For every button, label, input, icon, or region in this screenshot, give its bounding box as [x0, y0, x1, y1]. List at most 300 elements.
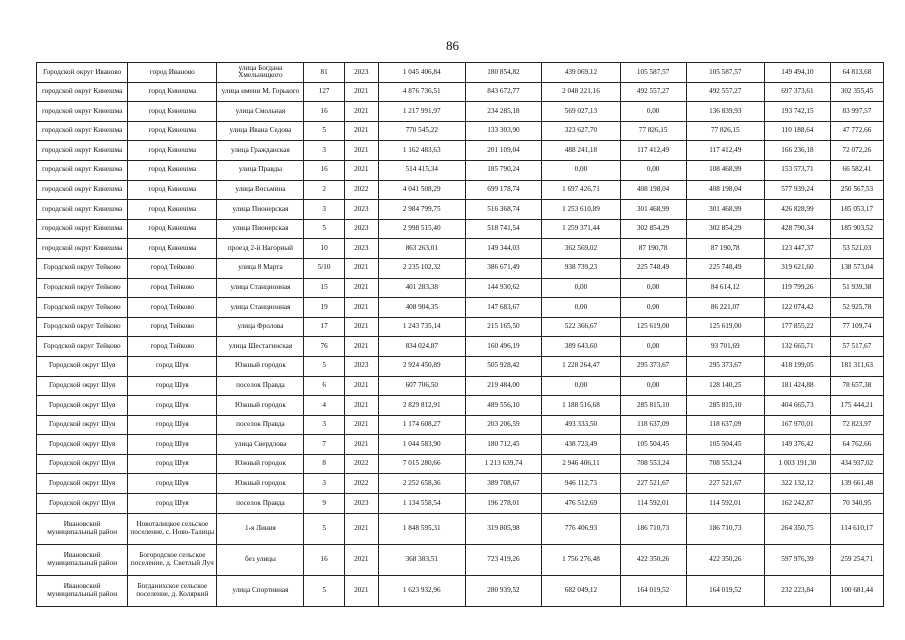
house-number-cell: 15 — [304, 278, 344, 298]
street-cell: улица Правды — [217, 160, 304, 180]
cost-col-6-cell: 1 213 639,74 — [465, 454, 541, 474]
municipality-cell: Городской округ Шуя — [37, 494, 128, 514]
table-row — [37, 121, 884, 141]
street-cell: улица Пионерская — [217, 219, 304, 239]
street-cell: проезд 2-й Нагорный — [217, 239, 304, 259]
municipality-cell: Городской округ Тейково — [37, 298, 128, 318]
house-number-cell: 5 — [304, 356, 344, 376]
cost-col-9-cell: 422 350,26 — [686, 544, 765, 575]
total-cost-cell: 834 024,87 — [378, 337, 465, 357]
table-row — [37, 454, 884, 474]
settlement-cell: город Шуя — [128, 474, 217, 494]
house-number-cell: 8 — [304, 454, 344, 474]
total-cost-cell: 1 134 558,54 — [378, 494, 465, 514]
table-row — [37, 200, 884, 220]
municipality-cell: Городской округ Тейково — [37, 278, 128, 298]
cost-col-10-cell: 177 855,22 — [765, 317, 831, 337]
cost-col-9-cell: 114 592,01 — [686, 494, 765, 514]
year-cell: 2021 — [344, 317, 378, 337]
total-cost-cell: 1 174 608,27 — [378, 415, 465, 435]
house-number-cell: 16 — [304, 160, 344, 180]
cost-col-9-cell: 118 637,09 — [686, 415, 765, 435]
cost-col-9-cell: 136 839,93 — [686, 102, 765, 122]
settlement-cell: город Тейково — [128, 258, 217, 278]
house-number-cell: 76 — [304, 337, 344, 357]
cost-col-11-cell: 302 355,45 — [830, 82, 883, 102]
table-row — [37, 258, 884, 278]
municipality-cell: Городской округ Тейково — [37, 317, 128, 337]
cost-col-11-cell: 138 573,04 — [830, 258, 883, 278]
cost-col-11-cell: 83 997,57 — [830, 102, 883, 122]
total-cost-cell: 1 217 991,97 — [378, 102, 465, 122]
cost-col-10-cell: 167 970,01 — [765, 415, 831, 435]
cost-col-6-cell: 723 419,26 — [465, 544, 541, 575]
settlement-cell: город Иваново — [128, 63, 217, 83]
street-cell: улица Гражданская — [217, 141, 304, 161]
cost-col-6-cell: 203 206,59 — [465, 415, 541, 435]
cost-col-7-cell: 0,00 — [542, 160, 621, 180]
cost-col-10-cell: 193 742,15 — [765, 102, 831, 122]
cost-col-8-cell: 0,00 — [620, 278, 686, 298]
street-cell: улица Шестагинская — [217, 337, 304, 357]
cost-col-6-cell: 280 939,52 — [465, 575, 541, 606]
cost-col-8-cell: 408 198,04 — [620, 180, 686, 200]
cost-col-10-cell: 181 424,88 — [765, 376, 831, 396]
cost-col-8-cell: 105 587,57 — [620, 63, 686, 83]
total-cost-cell: 2 998 515,40 — [378, 219, 465, 239]
municipality-cell: Ивановский муниципальный район — [37, 575, 128, 606]
cost-col-7-cell: 522 366,67 — [542, 317, 621, 337]
cost-col-7-cell: 682 049,12 — [542, 575, 621, 606]
cost-col-10-cell: 322 132,12 — [765, 474, 831, 494]
house-number-cell: 16 — [304, 102, 344, 122]
street-cell: Южный городок — [217, 396, 304, 416]
total-cost-cell: 2 924 450,89 — [378, 356, 465, 376]
municipality-cell: городской округ Кинешма — [37, 102, 128, 122]
cost-col-11-cell: 64 813,68 — [830, 63, 883, 83]
house-number-cell: 5 — [304, 575, 344, 606]
total-cost-cell: 2 984 799,75 — [378, 200, 465, 220]
cost-col-9-cell: 285 815,10 — [686, 396, 765, 416]
cost-col-7-cell: 362 569,02 — [542, 239, 621, 259]
cost-col-7-cell: 439 069,12 — [542, 63, 621, 83]
settlement-cell: город Шуя — [128, 435, 217, 455]
cost-col-10-cell: 149 494,10 — [765, 63, 831, 83]
settlement-cell: город Шуя — [128, 494, 217, 514]
total-cost-cell: 7 015 280,66 — [378, 454, 465, 474]
cost-col-10-cell: 418 199,05 — [765, 356, 831, 376]
cost-col-7-cell: 1 253 610,89 — [542, 200, 621, 220]
year-cell: 2023 — [344, 356, 378, 376]
cost-col-10-cell: 119 799,26 — [765, 278, 831, 298]
year-cell: 2021 — [344, 396, 378, 416]
cost-col-8-cell: 295 373,67 — [620, 356, 686, 376]
street-cell: поселок Правда — [217, 376, 304, 396]
cost-col-8-cell: 708 553,24 — [620, 454, 686, 474]
year-cell: 2021 — [344, 544, 378, 575]
street-cell: Южный городок — [217, 474, 304, 494]
cost-col-7-cell: 1 259 371,44 — [542, 219, 621, 239]
cost-col-6-cell: 160 496,19 — [465, 337, 541, 357]
cost-col-7-cell: 2 946 406,11 — [542, 454, 621, 474]
cost-col-8-cell: 105 504,45 — [620, 435, 686, 455]
house-number-cell: 3 — [304, 415, 344, 435]
settlement-cell: город Кинешма — [128, 102, 217, 122]
cost-col-6-cell: 144 930,62 — [465, 278, 541, 298]
street-cell: улица Смольная — [217, 102, 304, 122]
settlement-cell: Богданихское сельское поселение, д. Коляркий — [128, 575, 217, 606]
year-cell: 2021 — [344, 298, 378, 318]
municipality-cell: городской округ Кинешма — [37, 219, 128, 239]
cost-col-9-cell: 164 019,52 — [686, 575, 765, 606]
total-cost-cell: 368 383,51 — [378, 544, 465, 575]
year-cell: 2021 — [344, 513, 378, 544]
settlement-cell: город Тейково — [128, 298, 217, 318]
municipality-cell: Городской округ Иваново — [37, 63, 128, 83]
cost-col-11-cell: 72 823,97 — [830, 415, 883, 435]
house-number-cell: 5/10 — [304, 258, 344, 278]
year-cell: 2023 — [344, 200, 378, 220]
table-row — [37, 102, 884, 122]
house-number-cell: 3 — [304, 141, 344, 161]
house-number-cell: 2 — [304, 180, 344, 200]
table-row — [37, 298, 884, 318]
cost-col-6-cell: 389 708,67 — [465, 474, 541, 494]
table-row — [37, 317, 884, 337]
cost-col-6-cell: 699 178,74 — [465, 180, 541, 200]
cost-col-6-cell: 319 805,98 — [465, 513, 541, 544]
house-number-cell: 5 — [304, 219, 344, 239]
cost-col-6-cell: 489 556,10 — [465, 396, 541, 416]
house-number-cell: 3 — [304, 200, 344, 220]
street-cell: поселок Правда — [217, 494, 304, 514]
cost-col-9-cell: 492 557,27 — [686, 82, 765, 102]
total-cost-cell: 4 041 508,29 — [378, 180, 465, 200]
house-number-cell: 5 — [304, 513, 344, 544]
cost-col-8-cell: 77 826,15 — [620, 121, 686, 141]
municipality-cell: Городской округ Шуя — [37, 435, 128, 455]
cost-col-7-cell: 938 739,23 — [542, 258, 621, 278]
cost-col-8-cell: 186 710,73 — [620, 513, 686, 544]
settlement-cell: город Тейково — [128, 317, 217, 337]
year-cell: 2023 — [344, 239, 378, 259]
table-row — [37, 435, 884, 455]
cost-col-8-cell: 117 412,49 — [620, 141, 686, 161]
street-cell: 1-я Линия — [217, 513, 304, 544]
cost-col-10-cell: 166 236,18 — [765, 141, 831, 161]
cost-col-8-cell: 118 637,09 — [620, 415, 686, 435]
house-number-cell: 17 — [304, 317, 344, 337]
year-cell: 2023 — [344, 219, 378, 239]
year-cell: 2021 — [344, 141, 378, 161]
table-row — [37, 494, 884, 514]
house-number-cell: 127 — [304, 82, 344, 102]
cost-col-8-cell: 227 521,67 — [620, 474, 686, 494]
total-cost-cell: 401 283,38 — [378, 278, 465, 298]
municipality-cell: городской округ Кинешма — [37, 180, 128, 200]
municipality-cell: Ивановский муниципальный район — [37, 544, 128, 575]
house-number-cell: 19 — [304, 298, 344, 318]
total-cost-cell: 1 623 932,96 — [378, 575, 465, 606]
settlement-cell: Новоталицкое сельское поселение, с. Ново-Талицы — [128, 513, 217, 544]
cost-col-8-cell: 164 019,52 — [620, 575, 686, 606]
street-cell: улица Ивана Седова — [217, 121, 304, 141]
cost-col-10-cell: 404 665,73 — [765, 396, 831, 416]
cost-col-11-cell: 185 053,17 — [830, 200, 883, 220]
cost-col-10-cell: 153 573,71 — [765, 160, 831, 180]
cost-col-10-cell: 149 376,42 — [765, 435, 831, 455]
cost-col-9-cell: 302 854,29 — [686, 219, 765, 239]
cost-col-8-cell: 0,00 — [620, 160, 686, 180]
cost-col-11-cell: 52 925,78 — [830, 298, 883, 318]
municipality-cell: Городской округ Шуя — [37, 454, 128, 474]
cost-col-8-cell: 422 350,26 — [620, 544, 686, 575]
cost-col-6-cell: 180 712,45 — [465, 435, 541, 455]
settlement-cell: город Тейково — [128, 278, 217, 298]
cost-col-9-cell: 108 468,99 — [686, 160, 765, 180]
cost-col-8-cell: 87 190,78 — [620, 239, 686, 259]
table-row — [37, 219, 884, 239]
table-row — [37, 474, 884, 494]
year-cell: 2021 — [344, 278, 378, 298]
settlement-cell: город Шуя — [128, 356, 217, 376]
municipality-cell: Городской округ Шуя — [37, 396, 128, 416]
street-cell: улица Станционная — [217, 298, 304, 318]
cost-col-8-cell: 0,00 — [620, 102, 686, 122]
street-cell: улица имени М. Горького — [217, 82, 304, 102]
cost-col-11-cell: 47 772,66 — [830, 121, 883, 141]
municipality-cell: городской округ Кинешма — [37, 160, 128, 180]
cost-col-6-cell: 843 672,77 — [465, 82, 541, 102]
settlement-cell: город Кинешма — [128, 219, 217, 239]
total-cost-cell: 1 162 483,63 — [378, 141, 465, 161]
total-cost-cell: 607 706,50 — [378, 376, 465, 396]
cost-col-6-cell: 149 344,03 — [465, 239, 541, 259]
cost-col-9-cell: 301 468,99 — [686, 200, 765, 220]
cost-col-11-cell: 64 762,66 — [830, 435, 883, 455]
cost-col-11-cell: 139 661,48 — [830, 474, 883, 494]
cost-col-11-cell: 185 903,52 — [830, 219, 883, 239]
house-number-cell: 16 — [304, 544, 344, 575]
municipality-cell: городской округ Кинешма — [37, 121, 128, 141]
data-table — [36, 62, 884, 607]
municipality-cell: городской округ Кинешма — [37, 82, 128, 102]
settlement-cell: город Кинешма — [128, 239, 217, 259]
year-cell: 2021 — [344, 82, 378, 102]
cost-col-7-cell: 0,00 — [542, 278, 621, 298]
cost-col-10-cell: 232 223,84 — [765, 575, 831, 606]
year-cell: 2021 — [344, 435, 378, 455]
cost-col-9-cell: 117 412,49 — [686, 141, 765, 161]
cost-col-9-cell: 105 587,57 — [686, 63, 765, 83]
cost-col-8-cell: 285 815,10 — [620, 396, 686, 416]
street-cell: улица Спортивная — [217, 575, 304, 606]
cost-col-10-cell: 426 828,99 — [765, 200, 831, 220]
cost-col-11-cell: 100 681,44 — [830, 575, 883, 606]
municipality-cell: Ивановский муниципальный район — [37, 513, 128, 544]
cost-col-7-cell: 569 027,13 — [542, 102, 621, 122]
municipality-cell: Городской округ Шуя — [37, 415, 128, 435]
table-row — [37, 575, 884, 606]
street-cell: улица Фролова — [217, 317, 304, 337]
cost-col-9-cell: 227 521,67 — [686, 474, 765, 494]
year-cell: 2021 — [344, 102, 378, 122]
cost-col-7-cell: 1 697 426,71 — [542, 180, 621, 200]
cost-col-8-cell: 301 468,99 — [620, 200, 686, 220]
house-number-cell: 3 — [304, 474, 344, 494]
cost-col-8-cell: 114 592,01 — [620, 494, 686, 514]
cost-col-9-cell: 105 504,45 — [686, 435, 765, 455]
municipality-cell: Городской округ Шуя — [37, 356, 128, 376]
cost-col-9-cell: 708 553,24 — [686, 454, 765, 474]
table-row — [37, 63, 884, 83]
cost-col-11-cell: 72 072,26 — [830, 141, 883, 161]
cost-col-7-cell: 493 333,50 — [542, 415, 621, 435]
cost-col-7-cell: 2 048 221,16 — [542, 82, 621, 102]
cost-col-8-cell: 0,00 — [620, 337, 686, 357]
house-number-cell: 9 — [304, 494, 344, 514]
settlement-cell: город Кинешма — [128, 160, 217, 180]
cost-col-7-cell: 1 756 276,48 — [542, 544, 621, 575]
cost-col-10-cell: 428 790,34 — [765, 219, 831, 239]
total-cost-cell: 4 876 736,51 — [378, 82, 465, 102]
street-cell: улица Пионерская — [217, 200, 304, 220]
municipality-cell: городской округ Кинешма — [37, 200, 128, 220]
municipality-cell: Городской округ Шуя — [37, 474, 128, 494]
cost-col-8-cell: 125 619,00 — [620, 317, 686, 337]
cost-col-7-cell: 1 228 264,47 — [542, 356, 621, 376]
year-cell: 2022 — [344, 180, 378, 200]
cost-col-6-cell: 180 854,82 — [465, 63, 541, 83]
street-cell: улица Богдана Хмельницкого — [217, 63, 304, 83]
table-row — [37, 141, 884, 161]
cost-col-8-cell: 302 854,29 — [620, 219, 686, 239]
table-row — [37, 513, 884, 544]
settlement-cell: город Шуя — [128, 376, 217, 396]
table-row — [37, 278, 884, 298]
cost-col-7-cell: 946 112,73 — [542, 474, 621, 494]
settlement-cell: город Шуя — [128, 454, 217, 474]
cost-col-10-cell: 577 939,24 — [765, 180, 831, 200]
total-cost-cell: 1 848 595,31 — [378, 513, 465, 544]
cost-col-9-cell: 86 221,07 — [686, 298, 765, 318]
total-cost-cell: 2 235 102,32 — [378, 258, 465, 278]
cost-col-7-cell: 776 406,93 — [542, 513, 621, 544]
table-row — [37, 239, 884, 259]
cost-col-11-cell: 114 610,17 — [830, 513, 883, 544]
settlement-cell: город Кинешма — [128, 200, 217, 220]
table-row — [37, 180, 884, 200]
house-number-cell: 81 — [304, 63, 344, 83]
year-cell: 2023 — [344, 63, 378, 83]
settlement-cell: Богородское сельское поселение, д. Светлый Луч — [128, 544, 217, 575]
cost-col-10-cell: 597 976,39 — [765, 544, 831, 575]
total-cost-cell: 1 045 406,84 — [378, 63, 465, 83]
cost-col-8-cell: 0,00 — [620, 298, 686, 318]
cost-col-6-cell: 196 278,01 — [465, 494, 541, 514]
table-row — [37, 160, 884, 180]
cost-col-10-cell: 132 665,71 — [765, 337, 831, 357]
settlement-cell: город Кинешма — [128, 82, 217, 102]
cost-col-7-cell: 438 723,49 — [542, 435, 621, 455]
cost-col-11-cell: 78 657,38 — [830, 376, 883, 396]
cost-col-6-cell: 215 165,50 — [465, 317, 541, 337]
cost-col-11-cell: 259 254,71 — [830, 544, 883, 575]
year-cell: 2021 — [344, 121, 378, 141]
municipality-cell: Городской округ Тейково — [37, 258, 128, 278]
table-row — [37, 396, 884, 416]
year-cell: 2021 — [344, 415, 378, 435]
cost-col-9-cell: 77 826,15 — [686, 121, 765, 141]
table-row — [37, 544, 884, 575]
cost-col-9-cell: 186 710,73 — [686, 513, 765, 544]
cost-col-7-cell: 488 241,18 — [542, 141, 621, 161]
municipality-cell: Городской округ Тейково — [37, 337, 128, 357]
cost-col-6-cell: 133 303,90 — [465, 121, 541, 141]
cost-col-11-cell: 434 937,02 — [830, 454, 883, 474]
year-cell: 2021 — [344, 376, 378, 396]
cost-col-9-cell: 128 140,25 — [686, 376, 765, 396]
total-cost-cell: 770 545,22 — [378, 121, 465, 141]
cost-col-6-cell: 505 928,42 — [465, 356, 541, 376]
cost-col-11-cell: 51 939,38 — [830, 278, 883, 298]
cost-col-7-cell: 389 643,60 — [542, 337, 621, 357]
cost-col-10-cell: 1 003 191,30 — [765, 454, 831, 474]
municipality-cell: Городской округ Шуя — [37, 376, 128, 396]
cost-col-10-cell: 697 373,61 — [765, 82, 831, 102]
street-cell: поселок Правда — [217, 415, 304, 435]
cost-col-6-cell: 234 285,18 — [465, 102, 541, 122]
cost-col-10-cell: 319 621,60 — [765, 258, 831, 278]
cost-col-6-cell: 516 368,74 — [465, 200, 541, 220]
table-row — [37, 415, 884, 435]
total-cost-cell: 863 263,01 — [378, 239, 465, 259]
total-cost-cell: 408 904,35 — [378, 298, 465, 318]
settlement-cell: город Кинешма — [128, 121, 217, 141]
total-cost-cell: 1 044 583,90 — [378, 435, 465, 455]
cost-col-11-cell: 70 340,95 — [830, 494, 883, 514]
house-number-cell: 10 — [304, 239, 344, 259]
cost-col-7-cell: 1 188 516,68 — [542, 396, 621, 416]
house-number-cell: 4 — [304, 396, 344, 416]
year-cell: 2021 — [344, 337, 378, 357]
cost-col-10-cell: 122 074,42 — [765, 298, 831, 318]
cost-col-6-cell: 147 683,67 — [465, 298, 541, 318]
table-row — [37, 82, 884, 102]
house-number-cell: 6 — [304, 376, 344, 396]
year-cell: 2021 — [344, 575, 378, 606]
street-cell: улица 8 Марта — [217, 258, 304, 278]
table-row — [37, 376, 884, 396]
cost-col-10-cell: 264 350,75 — [765, 513, 831, 544]
cost-col-9-cell: 225 748,49 — [686, 258, 765, 278]
cost-col-11-cell: 181 311,63 — [830, 356, 883, 376]
total-cost-cell: 1 243 735,14 — [378, 317, 465, 337]
cost-col-10-cell: 162 242,87 — [765, 494, 831, 514]
cost-col-8-cell: 492 557,27 — [620, 82, 686, 102]
cost-col-8-cell: 0,00 — [620, 376, 686, 396]
cost-col-11-cell: 66 582,41 — [830, 160, 883, 180]
cost-col-6-cell: 518 741,54 — [465, 219, 541, 239]
year-cell: 2023 — [344, 494, 378, 514]
cost-col-9-cell: 84 614,12 — [686, 278, 765, 298]
cost-col-11-cell: 53 521,03 — [830, 239, 883, 259]
cost-col-9-cell: 295 373,67 — [686, 356, 765, 376]
year-cell: 2021 — [344, 160, 378, 180]
cost-col-11-cell: 250 567,53 — [830, 180, 883, 200]
municipality-cell: городской округ Кинешма — [37, 239, 128, 259]
cost-col-9-cell: 408 198,04 — [686, 180, 765, 200]
